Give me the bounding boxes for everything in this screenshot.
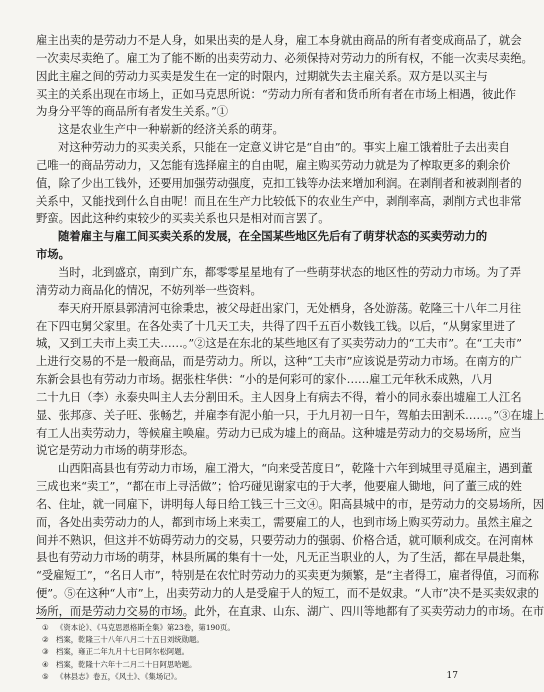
footnote-divider bbox=[36, 618, 186, 619]
text-line: 当时，北到盛京，南到广东，都零零星星地有了一些萌芽状态的地区性的劳动力市场。为了弄 bbox=[58, 264, 521, 279]
footnote bbox=[36, 671, 336, 683]
text-line: 随着雇主与雇工间买卖关系的发展，在全国某些地区先后有了萌芽状态的买卖劳动力的 bbox=[58, 229, 488, 244]
text-line: 在下四屯舅父家里。在各处卖了十几天工夫，共得了四千五百小数钱工钱。以后，“从舅家里进了 bbox=[36, 318, 516, 333]
footnote bbox=[36, 634, 336, 646]
text-line: 而，各处出卖劳动力的人，都到市场上来卖工，需要雇工的人，也到市场上购买劳动力。虽然主雇之 bbox=[36, 514, 533, 529]
text-line: 这是农业生产中一种崭新的经济关系的萌芽。 bbox=[58, 122, 284, 137]
footnote-text: 档案，乾隆三十八年八月二十五日刘统勋题。 bbox=[56, 635, 204, 645]
text-line: 买主的关系出现在市场上，正如马克思所说：“劳动力所有者和货币所有者在市场上相遇，彼此作 bbox=[36, 86, 516, 101]
footnote-text: 档案，乾隆十六年十二月二十日阿思哈题。 bbox=[56, 659, 197, 669]
footnote bbox=[36, 622, 336, 634]
paragraph bbox=[36, 300, 544, 461]
text-line: 清劳动力商品化的情况，不妨列举一些资料。 bbox=[36, 282, 262, 297]
text-line: “受雇短工”，“名日人市”，特别是在农忙时劳动力的买卖更为频繁，是“主者得工，雇者得值，习而称 bbox=[36, 568, 539, 583]
paragraph bbox=[36, 264, 521, 300]
text-line: 显、张邦彦、关子旺、张畅艺，并雇李有泥小舶一只，于九月初一日午，驾舶去田割禾……。”③在墟上 bbox=[36, 407, 544, 422]
text-line: 因此主雇之间的劳动力买卖是发生在一定的时限内，过期就失去主雇关系。双方是以买主与 bbox=[36, 68, 488, 83]
text-line: 二十九日（李）永泰央叫主人去分割田禾。主人因身上有病去不得，着小的同永泰出墟雇工人江名 bbox=[36, 389, 522, 404]
text-line: 间并不熟识，但这并不妨碍劳动力的交易，只要劳动力的强弱、价格合适，就可顺利成交。在河南林 bbox=[36, 532, 533, 547]
body-text bbox=[36, 32, 544, 621]
text-line: 东新会县也有劳动力市场。据张柱华供：“小的是何彩可的家仆……雇工元年秋禾成熟，八月 bbox=[36, 372, 494, 387]
text-line: 对这种劳动力的买卖关系，只能在一定意义讲它是“自由”的。事实上雇工饿着肚子去出卖自 bbox=[58, 140, 510, 155]
footnote-number: ② bbox=[42, 635, 49, 645]
text-line: 为身分平等的商品所有者发生关系。”① bbox=[36, 104, 228, 119]
paragraph bbox=[36, 32, 533, 121]
footnote-number: ⑤ bbox=[42, 671, 49, 681]
footnote-text: 档案，雍正二年九月十七日阿尔松阿题。 bbox=[56, 647, 190, 657]
text-line: 场所，而是劳动力交易的市场。此外，在直隶、山东、湖广、四川等地都有了买卖劳动力的市场。在市 bbox=[36, 604, 544, 618]
footnote-text: 《林县志》卷五，《风土》、《集场记》。 bbox=[56, 671, 182, 681]
footnote bbox=[36, 646, 336, 658]
paragraph bbox=[36, 121, 464, 139]
text-line: 雇主出卖的是劳动力不是人身，如果出卖的是人身，雇工本身就由商品的所有者变成商品了，就会 bbox=[36, 33, 522, 47]
footnote-number: ③ bbox=[42, 647, 49, 657]
footnote-text: 《资本论》、《马克思恩格斯全集》第23卷，第190页。 bbox=[56, 623, 235, 632]
text-line: 野蛮。因此这种约束较少的买卖关系也只是相对而言罢了。 bbox=[36, 211, 330, 226]
text-line: 市场。 bbox=[36, 247, 70, 262]
text-line: 城，又到工夫市上卖工夫……。”②这是在东北的某些地区有了买卖劳动力的“工夫市”。在“工夫市” bbox=[36, 336, 522, 351]
paragraph bbox=[36, 460, 544, 621]
footnotes bbox=[36, 622, 336, 683]
text-line: 有工人出卖劳动力，等候雇主唤雇。劳动力已成为墟上的商品。这种墟是劳动力的交易场所，应当 bbox=[36, 425, 522, 440]
text-line: 三成也来“卖工”，“都在市上寻活做”；恰巧碰见谢家屯的于大孝，他要雇人锄地，问了董三成的姓 bbox=[36, 479, 522, 494]
text-line: 值，除了少出工钱外，还要用加强劳动强度，克扣工钱等办法来增加利润。在剥削者和被剥削者的 bbox=[36, 175, 522, 190]
page-number: 17 bbox=[446, 671, 458, 681]
text-line: 便”。⑤在这种“人市”上，出卖劳动力的人是受雇于人的短工，而不是奴隶。“人市”决不是买卖奴隶的 bbox=[36, 586, 539, 601]
text-line: 奉天府开原县郭清河屯徐秉忠，被父母赶出家门，无处栖身，各处游荡。乾隆三十八年二月往 bbox=[58, 300, 521, 315]
text-line: 己唯一的商品劳动力，又怎能有选择雇主的自由呢，雇主购买劳动力就是为了榨取更多的剩余价 bbox=[36, 157, 511, 172]
text-line: 关系中，又能找到什么自由呢！而且在生产力比较低下的农业生产中，剥削率高，剥削方式也非常 bbox=[36, 193, 522, 208]
footnote bbox=[36, 659, 336, 671]
paragraph bbox=[36, 228, 488, 264]
text-line: 县也有劳动力市场的萌芽，林县所属的集有十一处，凡无正当职业的人，为了生活，都在早晨赴集， bbox=[36, 550, 533, 565]
paragraph bbox=[36, 139, 522, 228]
text-line: 名、住址，就一同雇下，讲明每人每日给工钱三十三文④。阳高县城中的市，是劳动力的交易场所，因 bbox=[36, 496, 544, 511]
text-line: 说它是劳动力市场的萌芽形态。 bbox=[36, 443, 195, 458]
text-line: 山西阳高县也有劳动力市场，雇工滑大，“向来受苦度日”，乾隆十六年到城里寻觅雇主，遇到董 bbox=[58, 461, 533, 476]
footnote-number: ① bbox=[42, 623, 49, 632]
text-line: 上进行交易的不是一般商品，而是劳动力。所以，这种“工夫市”应该说是劳动力市场。在南方的广 bbox=[36, 354, 522, 369]
text-line: 一次卖尽卖绝了。雇工为了能不断的出卖劳动力、必须保持对劳动力的所有权，不能一次卖尽卖绝。 bbox=[36, 50, 533, 65]
footnote-number: ④ bbox=[42, 659, 49, 669]
